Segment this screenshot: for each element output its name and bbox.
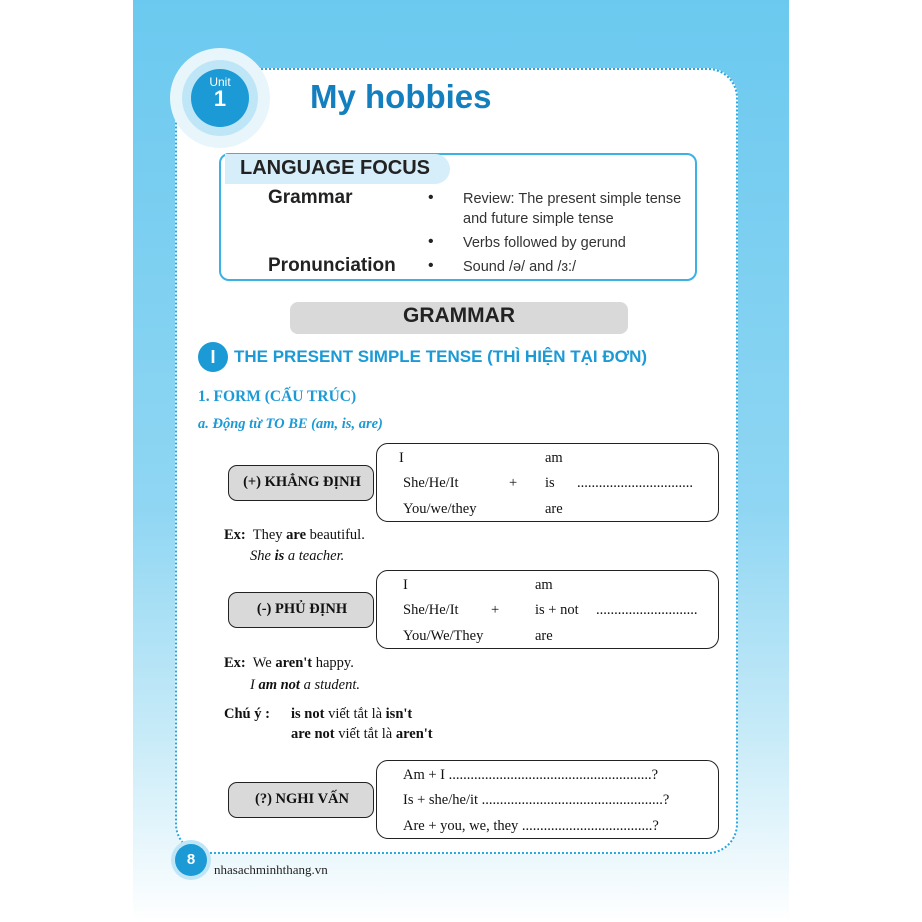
affirmative-label: (+) KHẲNG ĐỊNH — [243, 474, 361, 490]
grammar-label: Grammar — [268, 187, 353, 208]
subject: You/We/They — [403, 628, 484, 644]
grammar-item-2: Verbs followed by gerund — [463, 235, 626, 251]
example-1 — [224, 527, 365, 544]
unit-badge-core — [191, 69, 249, 127]
note-label: Chú ý : — [224, 706, 270, 722]
verb: am — [535, 577, 553, 593]
example-2 — [250, 548, 344, 565]
question-row: Are + you, we, they ....................................? — [403, 818, 659, 834]
question-structure-box — [376, 760, 719, 839]
verb: am — [545, 450, 563, 466]
question-label-pill — [228, 782, 374, 818]
note-line-1 — [291, 706, 412, 723]
note-short: isn't — [385, 706, 413, 722]
example-verb: am not — [258, 677, 300, 693]
note-term: is not — [291, 706, 325, 722]
unit-number: 1 — [213, 86, 227, 111]
example-1 — [224, 655, 354, 672]
grammar-item-1: Review: The present simple tense — [463, 191, 682, 207]
example-text: a student. — [299, 677, 360, 693]
blank-dots: ............................ — [596, 602, 698, 618]
language-focus-title: LANGUAGE FOCUS — [240, 157, 430, 179]
page-number: 8 — [175, 844, 207, 876]
question-label: (?) NGHI VẤN — [255, 791, 349, 807]
example-text: beautiful. — [306, 527, 365, 543]
question-row: Is + she/he/it ..................................................? — [403, 792, 670, 808]
blank-dots: ................................ — [577, 475, 693, 491]
note-term: are not — [291, 726, 335, 742]
bullet: • — [428, 233, 434, 250]
verb: is — [545, 475, 555, 491]
sub-title: a. Động từ TO BE (am, is, are) — [198, 416, 383, 432]
subject: I — [403, 577, 408, 593]
bullet: • — [428, 189, 434, 206]
subject: She/He/It — [403, 602, 459, 618]
negative-structure-box — [376, 570, 719, 649]
subject: You/we/they — [403, 501, 477, 517]
subject: I — [399, 450, 404, 466]
negative-label: (-) PHỦ ĐỊNH — [256, 601, 348, 617]
website-text: nhasachminhthang.vn — [214, 862, 328, 877]
affirmative-label-pill — [228, 465, 374, 501]
pronunciation-label: Pronunciation — [268, 255, 396, 276]
grammar-item-1-cont: and future simple tense — [463, 211, 614, 227]
section-number: I — [198, 342, 228, 372]
example-label: Ex: — [224, 655, 246, 671]
note-short: aren't — [395, 726, 433, 742]
example-label: Ex: — [224, 527, 246, 543]
verb: is + not — [535, 602, 579, 618]
negative-label-pill — [228, 592, 374, 628]
pronunciation-item: Sound /ə/ and /ɜ:/ — [463, 259, 577, 275]
plus-sign: + — [491, 602, 500, 618]
page-title: My hobbies — [310, 78, 492, 115]
plus-sign: + — [509, 475, 518, 491]
question-row: Am + I ........................................................? — [403, 767, 659, 783]
section-title: THE PRESENT SIMPLE TENSE (THÌ HIỆN TẠI ĐƠN) — [234, 347, 648, 366]
example-text: happy. — [312, 655, 354, 671]
affirmative-structure-box — [376, 443, 719, 522]
bullet: • — [428, 257, 434, 274]
verb: are — [545, 501, 563, 517]
verb: are — [535, 628, 553, 644]
example-verb: aren't — [275, 655, 313, 671]
note-line-2 — [291, 726, 433, 743]
note-text: viết tắt là — [334, 726, 396, 742]
example-text: She — [250, 548, 275, 564]
note-text: viết tắt là — [324, 706, 386, 722]
example-text: We — [252, 655, 276, 671]
example-text: They — [252, 527, 287, 543]
form-title: 1. FORM (CẤU TRÚC) — [198, 388, 357, 405]
example-text: a teacher. — [284, 548, 345, 564]
subject: She/He/It — [403, 475, 459, 491]
example-text: I — [250, 677, 259, 693]
example-verb: is — [274, 548, 285, 564]
example-verb: are — [286, 527, 307, 543]
grammar-heading: GRAMMAR — [403, 304, 515, 327]
unit-label: Unit — [209, 75, 231, 89]
example-2 — [250, 677, 360, 694]
